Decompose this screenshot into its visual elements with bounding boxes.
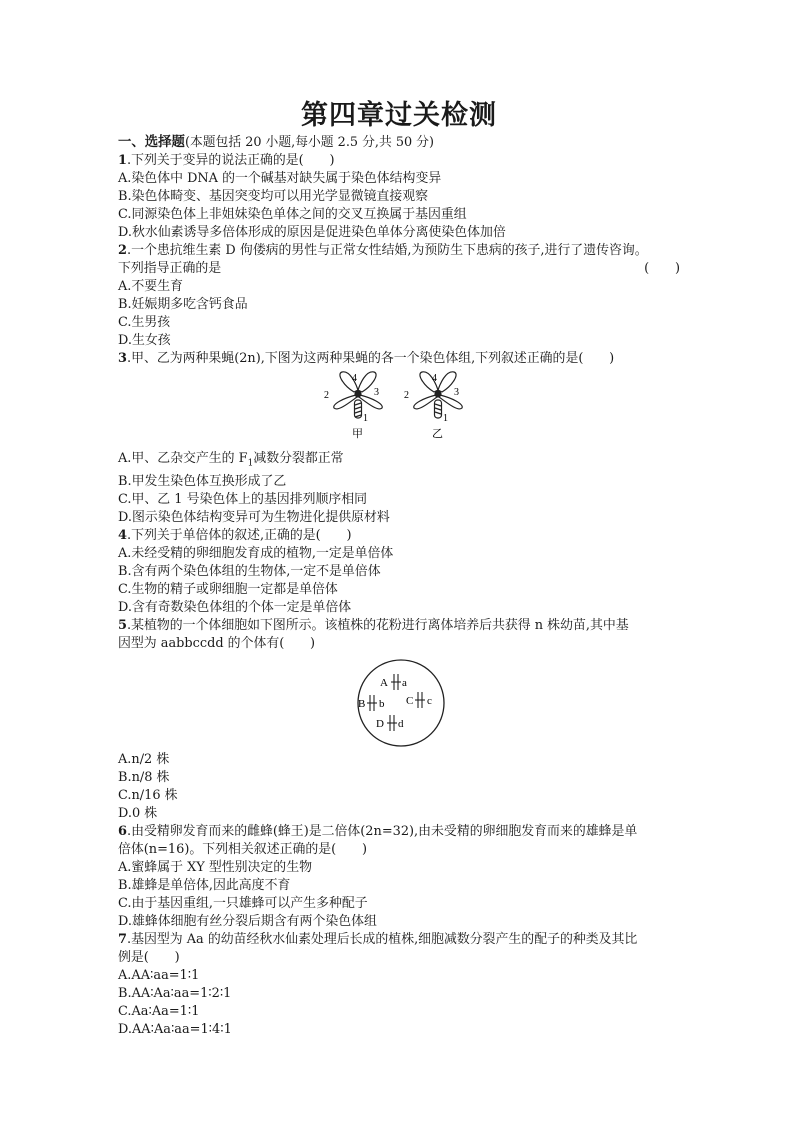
chromosome-label: 1 xyxy=(363,413,368,424)
chromosome-label: 4 xyxy=(432,373,437,384)
exam-page xyxy=(118,98,680,1039)
option: A.AA∶aa=1∶1 xyxy=(118,967,200,983)
cell-diagram xyxy=(118,653,680,751)
section-heading xyxy=(118,134,680,152)
question-number: 5 xyxy=(118,617,127,633)
option: C.n/16 株 xyxy=(118,787,178,803)
question-7 xyxy=(118,931,680,1039)
chromosome-label: 3 xyxy=(374,387,379,398)
question-stem: .由受精卵发育而来的雌蜂(蜂王)是二倍体(2n=32),由未受精的卵细胞发育而来的雄蜂是单 xyxy=(126,823,638,839)
gene-label: D xyxy=(376,717,384,730)
cell-figure xyxy=(118,653,680,751)
option: C.甲、乙 1 号染色体上的基因排列顺序相同 xyxy=(118,491,368,507)
option: C.Aa∶Aa=1∶1 xyxy=(118,1003,200,1019)
question-stem: .下列关于变异的说法正确的是( ) xyxy=(126,153,335,168)
question-stem: .某植物的一个体细胞如下图所示。该植株的花粉进行离体培养后共获得 n 株幼苗,其中基 xyxy=(126,617,629,633)
gene-label: C xyxy=(406,694,414,707)
option: C.同源染色体上非姐妹染色单体之间的交叉互换属于基因重组 xyxy=(118,207,467,222)
option: C.生男孩 xyxy=(118,315,171,330)
question-5 xyxy=(118,617,680,823)
question-stem-cont: 例是( ) xyxy=(118,949,180,965)
gene-label: b xyxy=(379,697,385,710)
question-4 xyxy=(118,527,680,617)
question-number: 4 xyxy=(118,527,127,543)
gene-label: B xyxy=(358,697,366,710)
question-stem-cont: 倍体(n=16)。下列相关叙述正确的是( ) xyxy=(118,841,367,857)
question-number: 3 xyxy=(118,351,127,366)
option: B.染色体畸变、基因突变均可以用光学显微镜直接观察 xyxy=(118,189,429,204)
gene-label: c xyxy=(427,694,432,707)
option: A.染色体中 DNA 的一个碱基对缺失属于染色体结构变异 xyxy=(118,171,442,186)
gene-label: A xyxy=(380,676,388,689)
option: D.含有奇数染色体组的个体一定是单倍体 xyxy=(118,599,352,615)
question-stem-cont: 下列指导正确的是 xyxy=(118,261,222,276)
question-number: 2 xyxy=(118,243,127,258)
question-3 xyxy=(118,350,680,527)
chromosome-diagram xyxy=(118,368,680,450)
figure-caption-jia: 甲 xyxy=(352,428,363,440)
gene-label: d xyxy=(398,717,404,730)
option: C.生物的精子或卵细胞一定都是单倍体 xyxy=(118,581,338,597)
option: B.雄蜂是单倍体,因此高度不育 xyxy=(118,877,291,893)
question-number: 1 xyxy=(118,153,127,168)
answer-paren: ( ) xyxy=(644,261,680,276)
option: C.由于基因重组,一只雄蜂可以产生多种配子 xyxy=(118,895,368,911)
option: D.秋水仙素诱导多倍体形成的原因是促进染色单体分离使染色体加倍 xyxy=(118,225,506,240)
option: B.含有两个染色体组的生物体,一定不是单倍体 xyxy=(118,563,381,579)
option: D.AA∶Aa∶aa=1∶4∶1 xyxy=(118,1021,232,1037)
question-1 xyxy=(118,152,680,242)
question-2 xyxy=(118,242,680,350)
chromosome-label: 4 xyxy=(352,373,357,384)
option: B.妊娠期多吃含钙食品 xyxy=(118,297,248,312)
gene-label: a xyxy=(402,676,407,689)
question-stem: .一个患抗维生素 D 佝偻病的男性与正常女性结婚,为预防生下患病的孩子,进行了遗传咨询。 xyxy=(126,243,648,258)
question-number: 7 xyxy=(118,931,127,947)
option: A.不要生育 xyxy=(118,279,183,294)
option: A.n/2 株 xyxy=(118,751,170,767)
option: A.未经受精的卵细胞发育成的植物,一定是单倍体 xyxy=(118,545,394,561)
option: A.蜜蜂属于 XY 型性别决定的生物 xyxy=(118,859,312,875)
option: A.甲、乙杂交产生的 $F_1$减数分裂都正常 xyxy=(118,451,344,469)
option: B.n/8 株 xyxy=(118,769,170,785)
option: D.图示染色体结构变异可为生物进化提供原材料 xyxy=(118,509,390,525)
option: D.生女孩 xyxy=(118,333,171,348)
figure-caption-yi: 乙 xyxy=(432,428,443,440)
option: D.雄蜂体细胞有丝分裂后期含有两个染色体组 xyxy=(118,913,377,929)
chromosome-label: 3 xyxy=(454,387,459,398)
section-note: (本题包括 20 小题,每小题 2.5 分,共 50 分) xyxy=(184,135,434,150)
chromosome-label: 2 xyxy=(324,390,329,401)
question-stem-cont: 因型为 aabbccdd 的个体有( ) xyxy=(118,635,316,651)
option: D.0 株 xyxy=(118,805,158,821)
section-heading-label: 一、选择题 xyxy=(118,135,185,150)
question-stem: .基因型为 Aa 的幼苗经秋水仙素处理后长成的植株,细胞减数分裂产生的配子的种类及其比 xyxy=(126,931,638,947)
question-stem: .甲、乙为两种果蝇(2n),下图为这两种果蝇的各一个染色体组,下列叙述正确的是( ) xyxy=(126,351,615,366)
question-number: 6 xyxy=(118,823,127,839)
chromosome-set-figure xyxy=(118,368,680,450)
option: B.AA∶Aa∶aa=1∶2∶1 xyxy=(118,985,232,1001)
question-6 xyxy=(118,823,680,931)
chromosome-label: 1 xyxy=(443,413,448,424)
page-title: 第四章过关检测 xyxy=(301,100,497,131)
question-stem: .下列关于单倍体的叙述,正确的是( ) xyxy=(126,527,352,543)
chromosome-label: 2 xyxy=(404,390,409,401)
option: B.甲发生染色体互换形成了乙 xyxy=(118,473,287,489)
